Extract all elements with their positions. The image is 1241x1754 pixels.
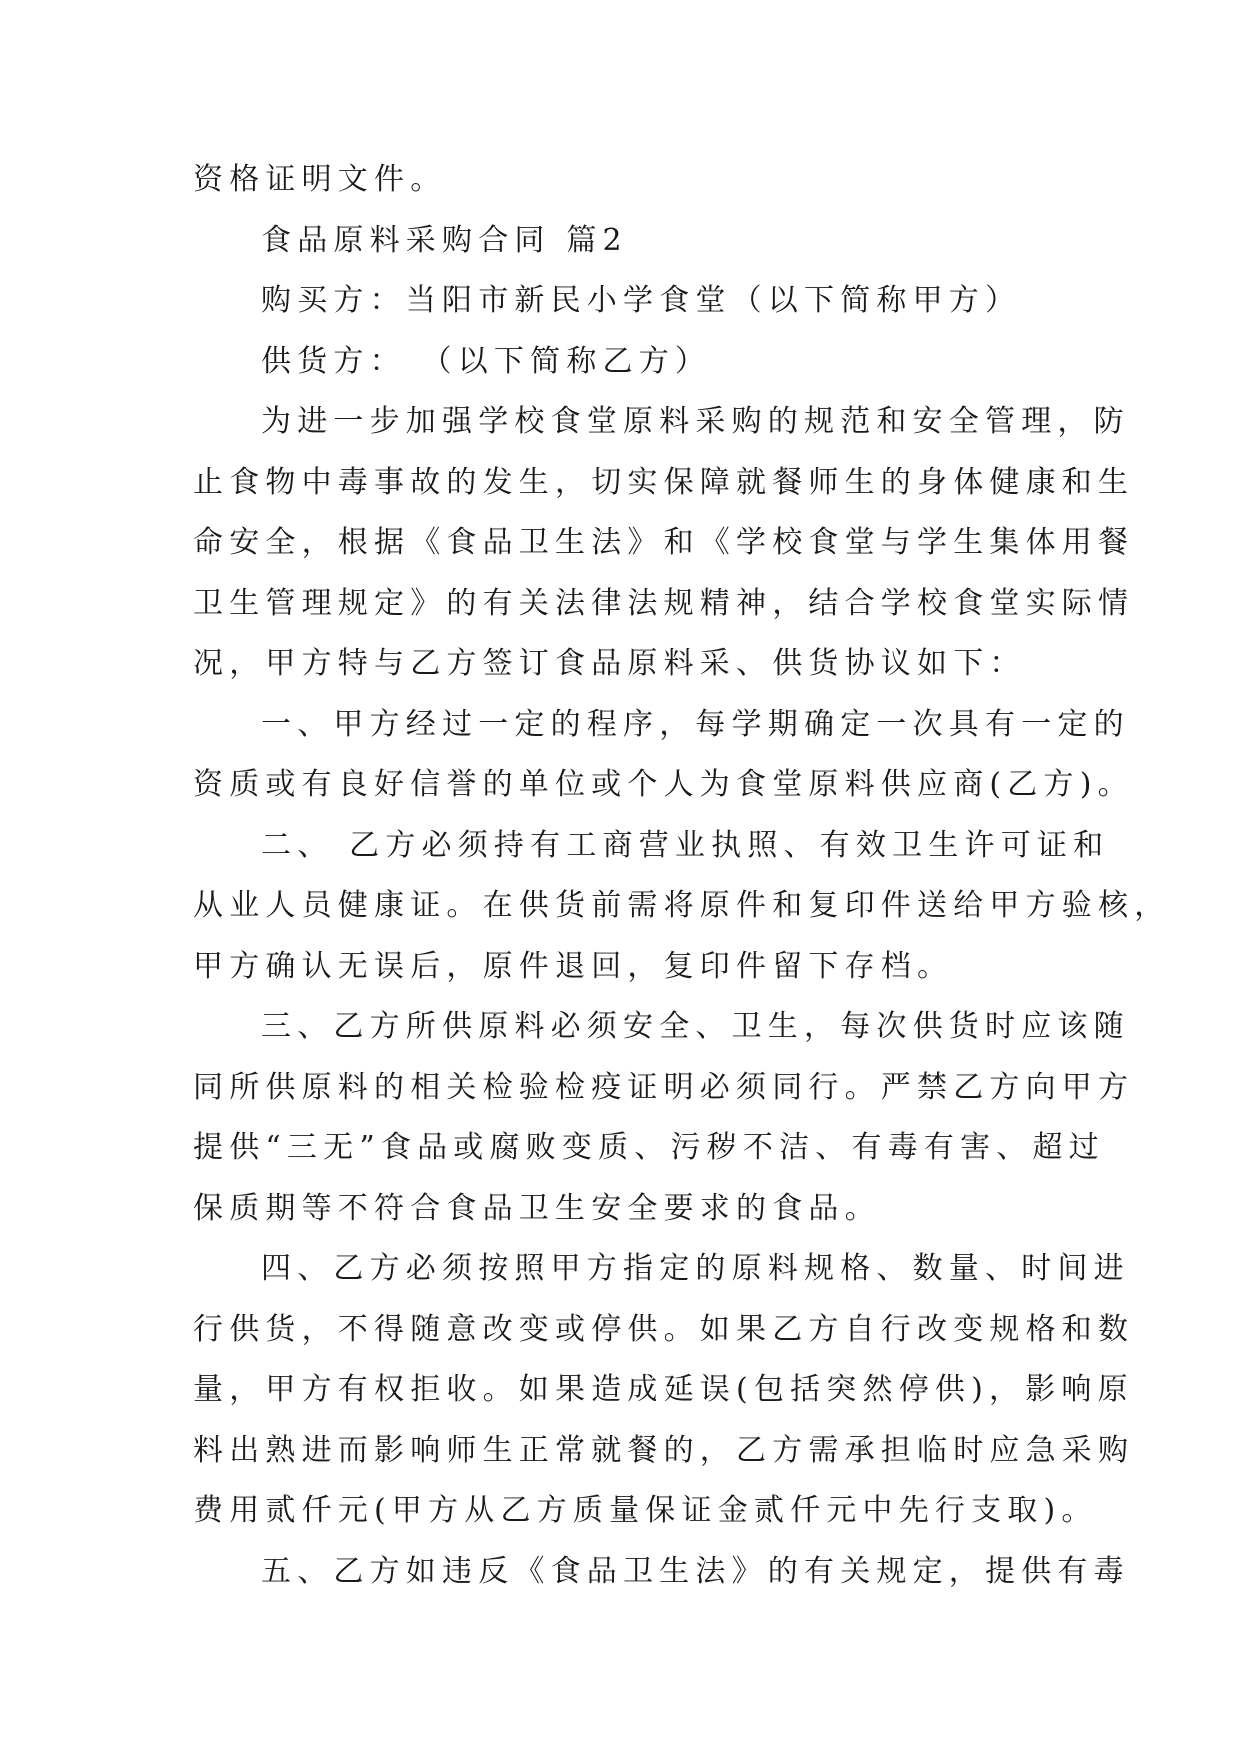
text-line: 卫生管理规定》的有关法律法规精神，结合学校食堂实际情 [193,585,1135,621]
text-line: 从业人员健康证。在供货前需将原件和复印件送给甲方验核， [193,888,1171,923]
document-body [193,150,1171,1602]
text-line: 命安全，根据《食品卫生法》和《学校食堂与学生集体用餐 [193,525,1135,560]
buyer-line: 购买方：当阳市新民小学食堂（以下简称甲方） [261,283,1022,318]
supplier-line: 供货方： （以下简称乙方） [261,343,712,379]
text-line: 同所供原料的相关检验检疫证明必须同行。严禁乙方向甲方 [193,1069,1135,1105]
text-line: 量，甲方有权拒收。如果造成延误(包括突然停供)，影响原 [193,1372,1134,1407]
clause-3-line: 三、乙方所供原料必须安全、卫生，每次供货时应该随 [261,1009,1130,1044]
text-line: 提供“三无”食品或腐败变质、污秽不洁、有毒有害、超过 [193,1130,1105,1165]
text-line: 止食物中毒事故的发生，切实保障就餐师生的身体健康和生 [193,464,1135,500]
text-line: 费用贰仟元(甲方从乙方质量保证金贰仟元中先行支取)。 [193,1493,1098,1528]
contract-title-line: 食品原料采购合同 篇2 [261,222,628,258]
text-line: 甲方确认无误后，原件退回，复印件留下存档。 [193,948,954,984]
text-line: 资质或有良好信誉的单位或个人为食堂原料供应商(乙方)。 [193,767,1134,802]
text-line: 资格证明文件。 [193,162,447,197]
clause-5-line: 五、乙方如违反《食品卫生法》的有关规定，提供有毒 [261,1553,1130,1589]
text-line: 保质期等不符合食品卫生安全要求的食品。 [193,1190,881,1226]
text-line: 行供货，不得随意改变或停供。如果乙方自行改变规格和数 [193,1311,1135,1347]
text-line: 况，甲方特与乙方签订食品原料采、供货协议如下： [193,646,1026,681]
clause-4-line: 四、乙方必须按照甲方指定的原料规格、数量、时间进 [261,1251,1130,1286]
clause-1-line: 一、甲方经过一定的程序，每学期确定一次具有一定的 [261,706,1130,742]
text-line: 料出熟进而影响师生正常就餐的，乙方需承担临时应急采购 [193,1432,1135,1468]
text-line: 为进一步加强学校食堂原料采购的规范和安全管理，防 [261,404,1130,439]
clause-2-line: 二、 乙方必须持有工商营业执照、有效卫生许可证和 [261,827,1110,863]
